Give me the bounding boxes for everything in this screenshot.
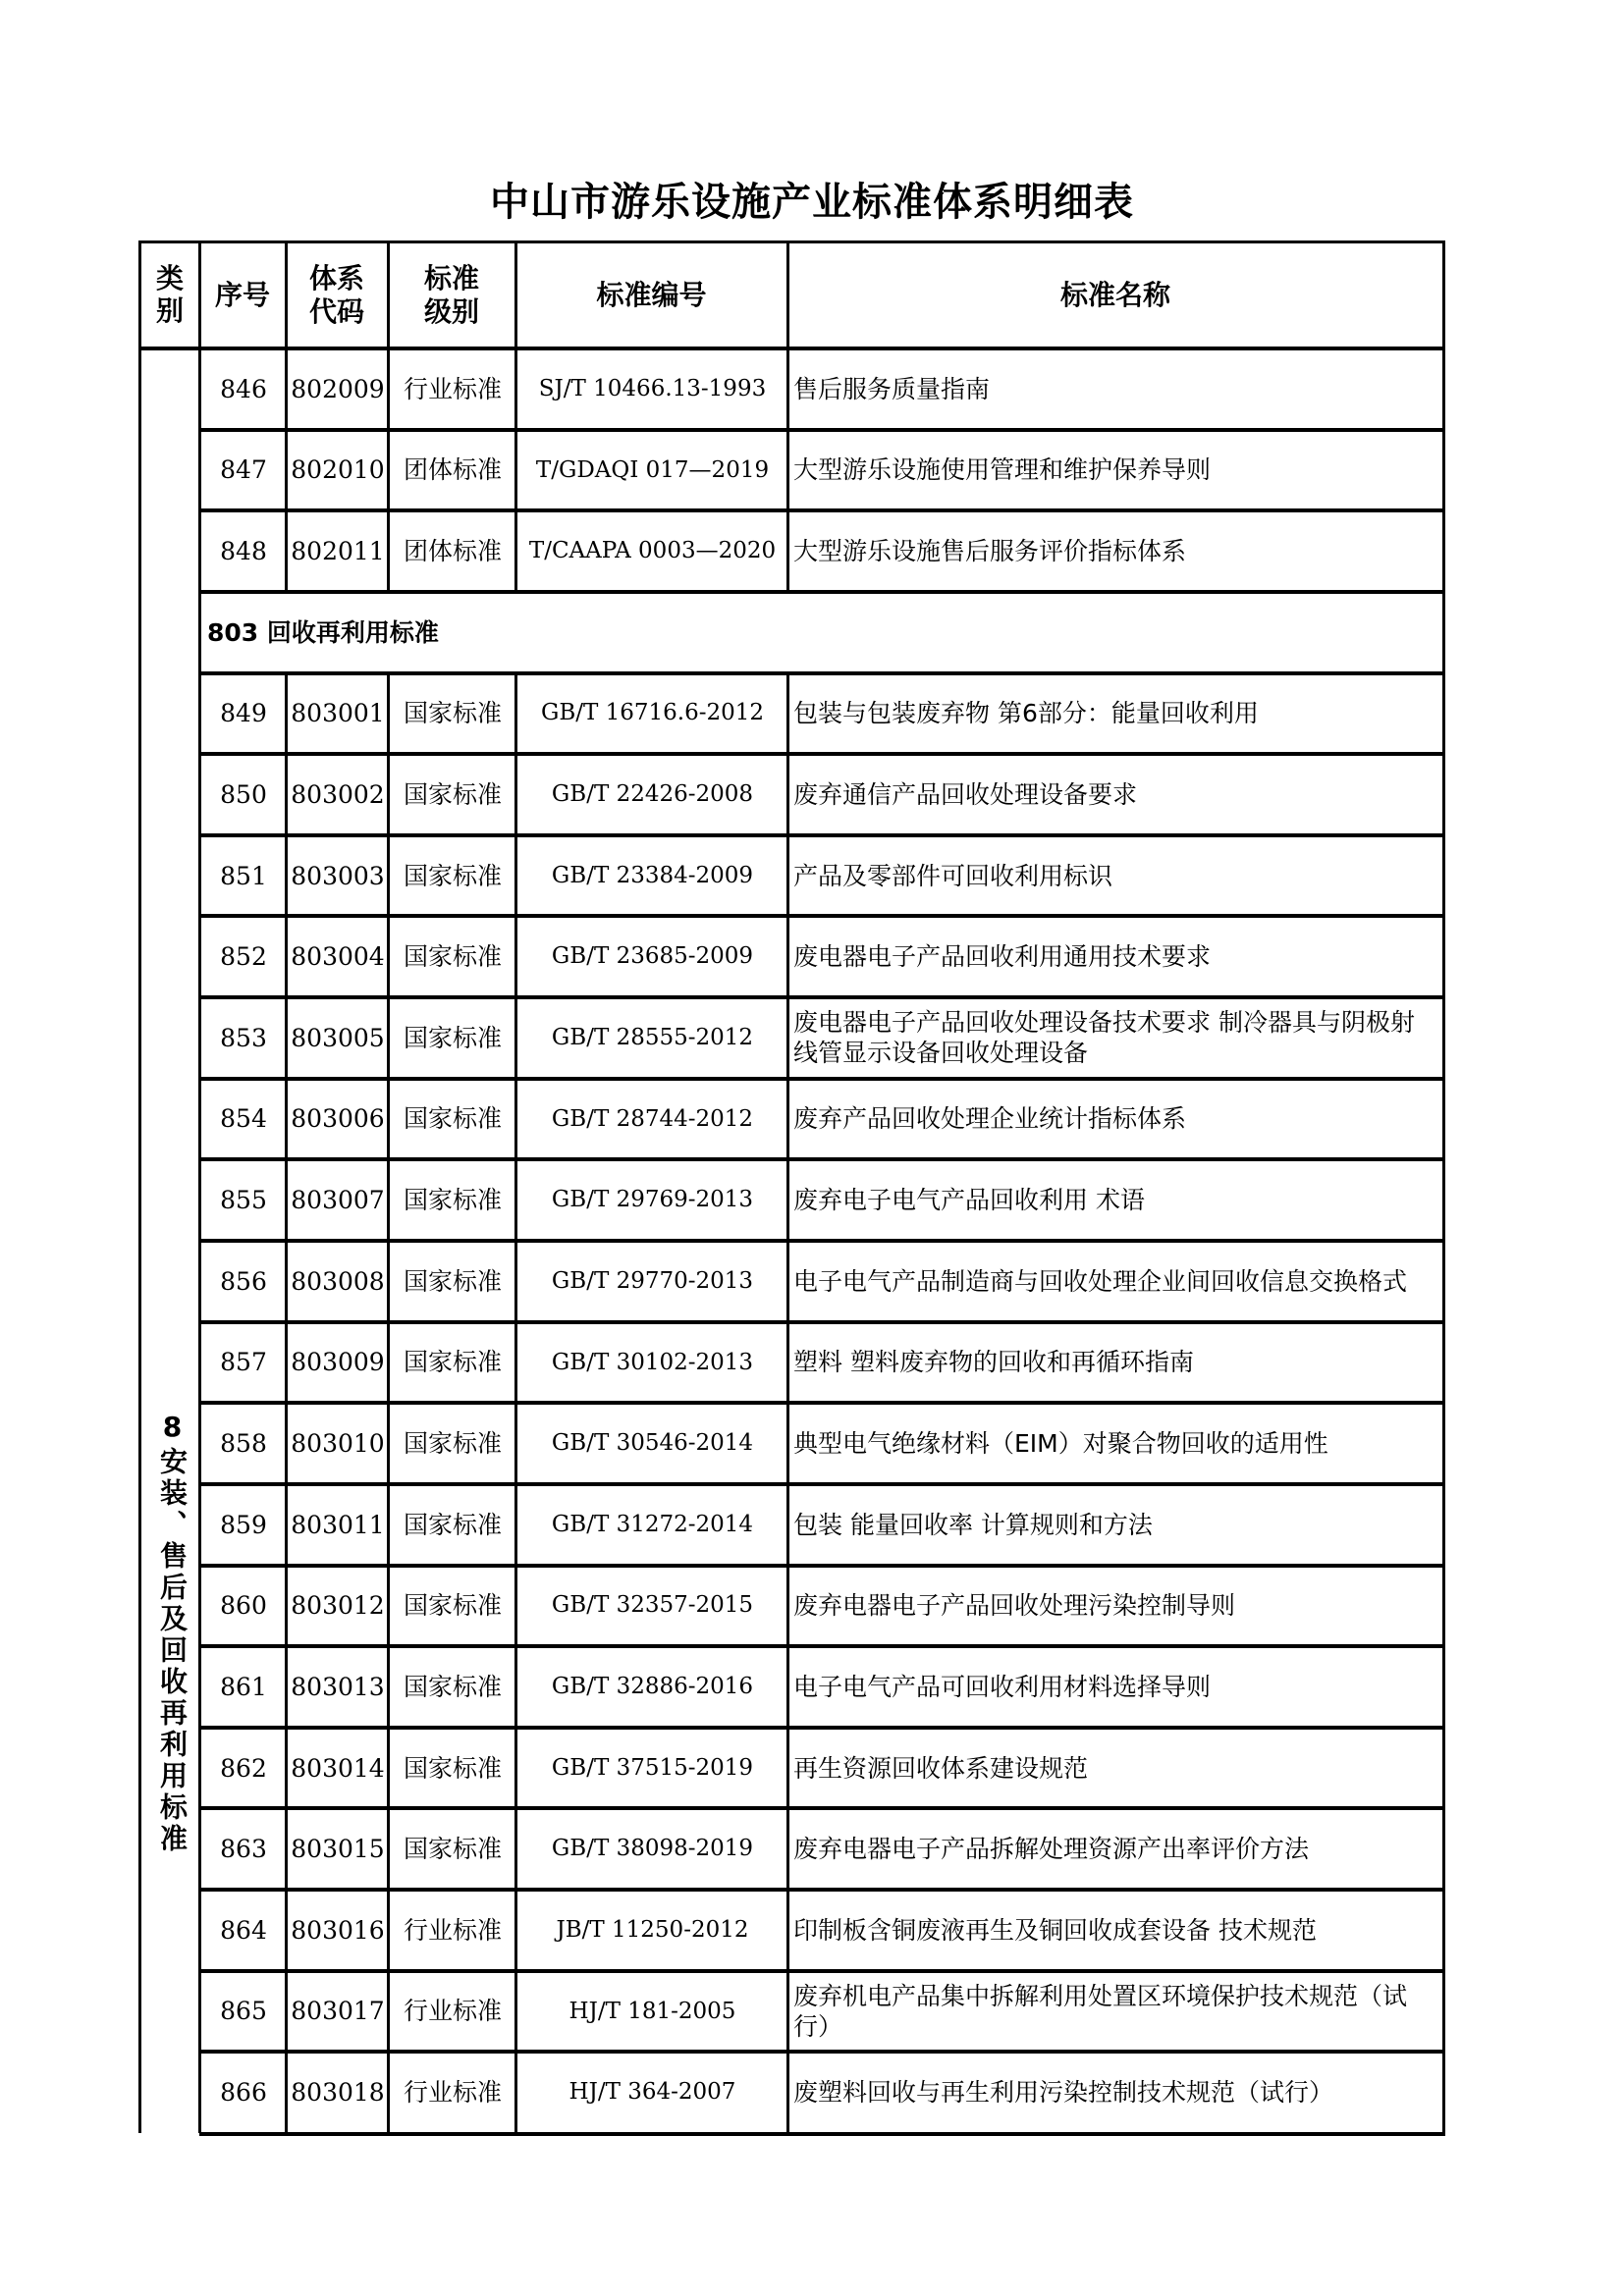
code-cell: 803008 <box>291 1266 385 1296</box>
column-divider <box>285 1808 288 1890</box>
std-no-cell: GB/T 23384-2009 <box>551 862 754 888</box>
table-row <box>140 1728 1443 1809</box>
std-no-cell: HJ/T 364-2007 <box>568 2079 736 2106</box>
name-cell: 废电器电子产品回收处理设备技术要求 制冷器具与阴极射线管显示设备回收处理设备 <box>793 1008 1415 1068</box>
code-cell: 803004 <box>291 942 385 972</box>
seq-cell: 859 <box>220 1510 267 1539</box>
code-cell: 803012 <box>291 1591 385 1621</box>
code-cell: 803014 <box>291 1753 385 1783</box>
column-divider <box>387 1322 390 1404</box>
column-divider <box>514 430 517 511</box>
table-row <box>140 1159 1443 1241</box>
column-divider <box>285 348 288 430</box>
std-no-cell: SJ/T 10466.13-1993 <box>538 375 767 401</box>
level-cell: 行业标准 <box>403 1915 502 1945</box>
name-cell: 电子电气产品制造商与回收处理企业间回收信息交换格式 <box>793 1266 1408 1296</box>
name-cell: 废弃产品回收处理企业统计指标体系 <box>793 1104 1187 1134</box>
header-std-no: 标准编号 <box>596 279 707 311</box>
column-divider <box>514 1808 517 1890</box>
column-divider <box>387 2052 390 2133</box>
name-cell: 大型游乐设施使用管理和维护保养导则 <box>793 455 1212 485</box>
column-divider <box>514 1484 517 1566</box>
std-no-cell: JB/T 11250-2012 <box>556 1917 749 1944</box>
column-divider <box>786 1890 789 1971</box>
name-cell: 废弃通信产品回收处理设备要求 <box>793 779 1138 809</box>
seq-cell: 856 <box>220 1266 267 1296</box>
std-no-cell: GB/T 29769-2013 <box>551 1187 754 1213</box>
seq-cell: 865 <box>220 1997 267 2026</box>
column-divider <box>387 1728 390 1809</box>
column-divider <box>514 510 517 592</box>
column-divider <box>786 1403 789 1484</box>
column-divider <box>786 1566 789 1647</box>
column-divider <box>387 673 390 755</box>
std-no-cell: GB/T 31272-2014 <box>551 1511 754 1537</box>
table-row <box>140 835 1443 917</box>
standards-table <box>140 242 1443 2133</box>
category-label: 8安装、售后及回收再利用标准 <box>156 1411 189 1855</box>
std-no-cell: T/CAAPA 0003—2020 <box>528 538 777 564</box>
std-no-cell: GB/T 23685-2009 <box>551 943 754 970</box>
column-divider <box>514 835 517 917</box>
column-divider <box>285 510 288 592</box>
seq-cell: 863 <box>220 1835 267 1864</box>
std-no-cell: GB/T 37515-2019 <box>551 1754 754 1781</box>
seq-cell: 864 <box>220 1915 267 1945</box>
column-divider <box>786 2052 789 2133</box>
column-divider <box>514 1646 517 1728</box>
name-cell: 塑料 塑料废弃物的回收和再循环指南 <box>793 1348 1194 1377</box>
level-cell: 国家标准 <box>403 942 502 972</box>
column-divider <box>786 1971 789 2053</box>
table-row <box>140 916 1443 997</box>
seq-cell: 850 <box>220 779 267 809</box>
code-cell: 803013 <box>291 1672 385 1701</box>
std-no-cell: HJ/T 181-2005 <box>568 1998 736 2024</box>
table-row <box>140 1241 1443 1322</box>
column-divider <box>285 1728 288 1809</box>
table-row <box>140 1079 1443 1160</box>
page-title: 中山市游乐设施产业标准体系明细表 <box>490 180 1134 225</box>
code-cell: 803015 <box>291 1835 385 1864</box>
column-divider <box>285 1403 288 1484</box>
column-divider <box>514 916 517 997</box>
column-divider <box>285 1566 288 1647</box>
column-divider <box>285 1241 288 1322</box>
column-divider <box>285 997 288 1079</box>
column-divider <box>786 348 789 430</box>
std-no-cell: GB/T 32886-2016 <box>551 1674 754 1700</box>
name-cell: 废弃电子电气产品回收利用 术语 <box>793 1186 1145 1215</box>
column-divider <box>285 2052 288 2133</box>
name-cell: 印制板含铜废液再生及铜回收成套设备 技术规范 <box>793 1915 1317 1945</box>
code-cell: 803018 <box>291 2078 385 2108</box>
level-cell: 国家标准 <box>403 1428 502 1458</box>
seq-cell: 858 <box>220 1428 267 1458</box>
std-no-cell: GB/T 29770-2013 <box>551 1267 754 1294</box>
code-cell: 803001 <box>291 699 385 728</box>
column-divider <box>514 754 517 835</box>
column-divider <box>514 1566 517 1647</box>
name-cell: 废弃电器电子产品拆解处理资源产出率评价方法 <box>793 1835 1310 1864</box>
column-divider <box>285 1484 288 1566</box>
column-divider <box>786 1241 789 1322</box>
name-cell: 废塑料回收与再生利用污染控制技术规范（试行） <box>793 2078 1334 2108</box>
level-cell: 国家标准 <box>403 1104 502 1134</box>
name-cell: 废电器电子产品回收利用通用技术要求 <box>793 942 1212 972</box>
level-cell: 行业标准 <box>403 1997 502 2026</box>
table-row <box>140 754 1443 835</box>
column-divider <box>786 1646 789 1728</box>
table-row <box>140 1646 1443 1728</box>
header-column-divider <box>198 242 201 347</box>
column-divider <box>514 1079 517 1160</box>
name-cell: 包装与包装废弃物 第6部分：能量回收利用 <box>793 699 1259 728</box>
seq-cell: 849 <box>220 699 267 728</box>
std-no-cell: GB/T 16716.6-2012 <box>540 700 765 726</box>
column-divider <box>786 1728 789 1809</box>
header-code <box>286 242 388 347</box>
column-divider <box>387 1890 390 1971</box>
name-cell: 电子电气产品可回收利用材料选择导则 <box>793 1672 1212 1701</box>
column-divider <box>786 673 789 755</box>
section-row <box>140 592 1443 673</box>
column-divider <box>285 1971 288 2053</box>
table-row <box>140 1971 1443 2053</box>
header-category <box>140 242 199 347</box>
column-divider <box>514 1241 517 1322</box>
seq-cell: 848 <box>220 536 267 565</box>
column-divider <box>514 673 517 755</box>
header-level-label: 标准级别 <box>423 261 479 328</box>
code-cell: 803016 <box>291 1915 385 1945</box>
seq-cell: 847 <box>220 455 267 485</box>
column-divider <box>786 1322 789 1404</box>
code-cell: 802010 <box>291 455 385 485</box>
column-divider <box>285 673 288 755</box>
column-divider <box>387 430 390 511</box>
code-cell: 802011 <box>291 536 385 565</box>
seq-cell: 861 <box>220 1672 267 1701</box>
table-row <box>140 348 1443 430</box>
column-divider <box>387 1484 390 1566</box>
header-category-label: 类别 <box>156 262 185 327</box>
column-divider <box>786 754 789 835</box>
column-divider <box>285 835 288 917</box>
header-level <box>388 242 515 347</box>
header-code-label: 体系代码 <box>308 261 364 328</box>
seq-cell: 860 <box>220 1591 267 1621</box>
level-cell: 国家标准 <box>403 1753 502 1783</box>
column-divider <box>514 1890 517 1971</box>
column-divider <box>285 754 288 835</box>
table-row <box>140 1484 1443 1566</box>
column-divider <box>387 1403 390 1484</box>
table-row <box>140 510 1443 592</box>
level-cell: 国家标准 <box>403 1591 502 1621</box>
column-divider <box>514 348 517 430</box>
column-divider <box>387 510 390 592</box>
column-divider <box>786 997 789 1079</box>
column-divider <box>387 1808 390 1890</box>
level-cell: 国家标准 <box>403 1510 502 1539</box>
code-cell: 803009 <box>291 1348 385 1377</box>
table-row <box>140 2052 1443 2133</box>
column-divider <box>514 1971 517 2053</box>
column-divider <box>514 1159 517 1241</box>
table-row <box>140 1403 1443 1484</box>
level-cell: 国家标准 <box>403 779 502 809</box>
column-divider <box>514 997 517 1079</box>
column-divider <box>387 348 390 430</box>
level-cell: 国家标准 <box>403 861 502 890</box>
table-row <box>140 997 1443 1079</box>
column-divider <box>514 1322 517 1404</box>
name-cell: 废弃机电产品集中拆解利用处置区环境保护技术规范（试行） <box>793 1981 1408 2042</box>
seq-cell: 855 <box>220 1186 267 1215</box>
header-seq: 序号 <box>214 279 270 311</box>
column-divider <box>786 1159 789 1241</box>
level-cell: 行业标准 <box>403 374 502 403</box>
level-cell: 国家标准 <box>403 1186 502 1215</box>
column-divider <box>387 1646 390 1728</box>
table-row <box>140 1808 1443 1890</box>
name-cell: 废弃电器电子产品回收处理污染控制导则 <box>793 1591 1236 1621</box>
code-cell: 803006 <box>291 1104 385 1134</box>
name-cell: 大型游乐设施售后服务评价指标体系 <box>793 536 1187 565</box>
column-divider <box>786 1079 789 1160</box>
table-row <box>140 1322 1443 1404</box>
std-no-cell: GB/T 38098-2019 <box>551 1836 754 1862</box>
level-cell: 国家标准 <box>403 1266 502 1296</box>
code-cell: 803017 <box>291 1997 385 2026</box>
code-cell: 803007 <box>291 1186 385 1215</box>
level-cell: 国家标准 <box>403 1348 502 1377</box>
code-cell: 803010 <box>291 1428 385 1458</box>
column-divider <box>786 1808 789 1890</box>
std-no-cell: GB/T 22426-2008 <box>551 781 754 808</box>
section-title: 803 回收再利用标准 <box>207 617 439 647</box>
column-divider <box>786 916 789 997</box>
column-divider <box>786 510 789 592</box>
column-divider <box>285 1890 288 1971</box>
std-no-cell: GB/T 28555-2012 <box>551 1025 754 1051</box>
std-no-cell: GB/T 32357-2015 <box>551 1592 754 1619</box>
column-divider <box>387 916 390 997</box>
table-row <box>140 430 1443 511</box>
seq-cell: 852 <box>220 942 267 972</box>
level-cell: 团体标准 <box>403 455 502 485</box>
std-no-cell: GB/T 30546-2014 <box>551 1430 754 1457</box>
table-row <box>140 1566 1443 1647</box>
header-column-divider <box>786 242 789 347</box>
header-column-divider <box>387 242 390 347</box>
header-name: 标准名称 <box>1059 279 1170 311</box>
table-top-border <box>138 240 1444 243</box>
seq-cell: 866 <box>220 2078 267 2108</box>
code-cell: 803002 <box>291 779 385 809</box>
column-divider <box>514 2052 517 2133</box>
column-divider <box>387 1241 390 1322</box>
column-divider <box>285 430 288 511</box>
code-cell: 803003 <box>291 861 385 890</box>
seq-cell: 853 <box>220 1023 267 1052</box>
column-divider <box>387 1971 390 2053</box>
header-column-divider <box>285 242 288 347</box>
level-cell: 行业标准 <box>403 2078 502 2108</box>
column-divider <box>786 835 789 917</box>
level-cell: 国家标准 <box>403 699 502 728</box>
column-divider <box>387 1079 390 1160</box>
name-cell: 产品及零部件可回收利用标识 <box>793 861 1113 890</box>
seq-cell: 857 <box>220 1348 267 1377</box>
name-cell: 售后服务质量指南 <box>793 374 991 403</box>
seq-cell: 862 <box>220 1753 267 1783</box>
table-row <box>140 1890 1443 1971</box>
column-divider <box>786 430 789 511</box>
seq-cell: 846 <box>220 374 267 403</box>
std-no-cell: GB/T 28744-2012 <box>551 1105 754 1132</box>
header-column-divider <box>514 242 517 347</box>
seq-cell: 851 <box>220 861 267 890</box>
level-cell: 国家标准 <box>403 1835 502 1864</box>
column-divider <box>285 1646 288 1728</box>
table-row <box>140 673 1443 755</box>
column-divider <box>514 1403 517 1484</box>
column-divider <box>285 1322 288 1404</box>
column-divider <box>387 1566 390 1647</box>
level-cell: 国家标准 <box>403 1023 502 1052</box>
name-cell: 典型电气绝缘材料（EIM）对聚合物回收的适用性 <box>793 1428 1328 1458</box>
column-divider <box>387 1159 390 1241</box>
column-divider <box>387 997 390 1079</box>
level-cell: 国家标准 <box>403 1672 502 1701</box>
std-no-cell: GB/T 30102-2013 <box>551 1349 754 1375</box>
seq-cell: 854 <box>220 1104 267 1134</box>
code-cell: 803011 <box>291 1510 385 1539</box>
name-cell: 再生资源回收体系建设规范 <box>793 1753 1089 1783</box>
column-divider <box>285 1079 288 1160</box>
column-divider <box>285 1159 288 1241</box>
code-cell: 803005 <box>291 1023 385 1052</box>
level-cell: 团体标准 <box>403 536 502 565</box>
column-divider <box>387 835 390 917</box>
code-cell: 802009 <box>291 374 385 403</box>
name-cell: 包装 能量回收率 计算规则和方法 <box>793 1510 1153 1539</box>
column-divider <box>387 754 390 835</box>
column-divider <box>285 916 288 997</box>
std-no-cell: T/GDAQI 017—2019 <box>535 456 770 483</box>
column-divider <box>514 1728 517 1809</box>
column-divider <box>786 1484 789 1566</box>
